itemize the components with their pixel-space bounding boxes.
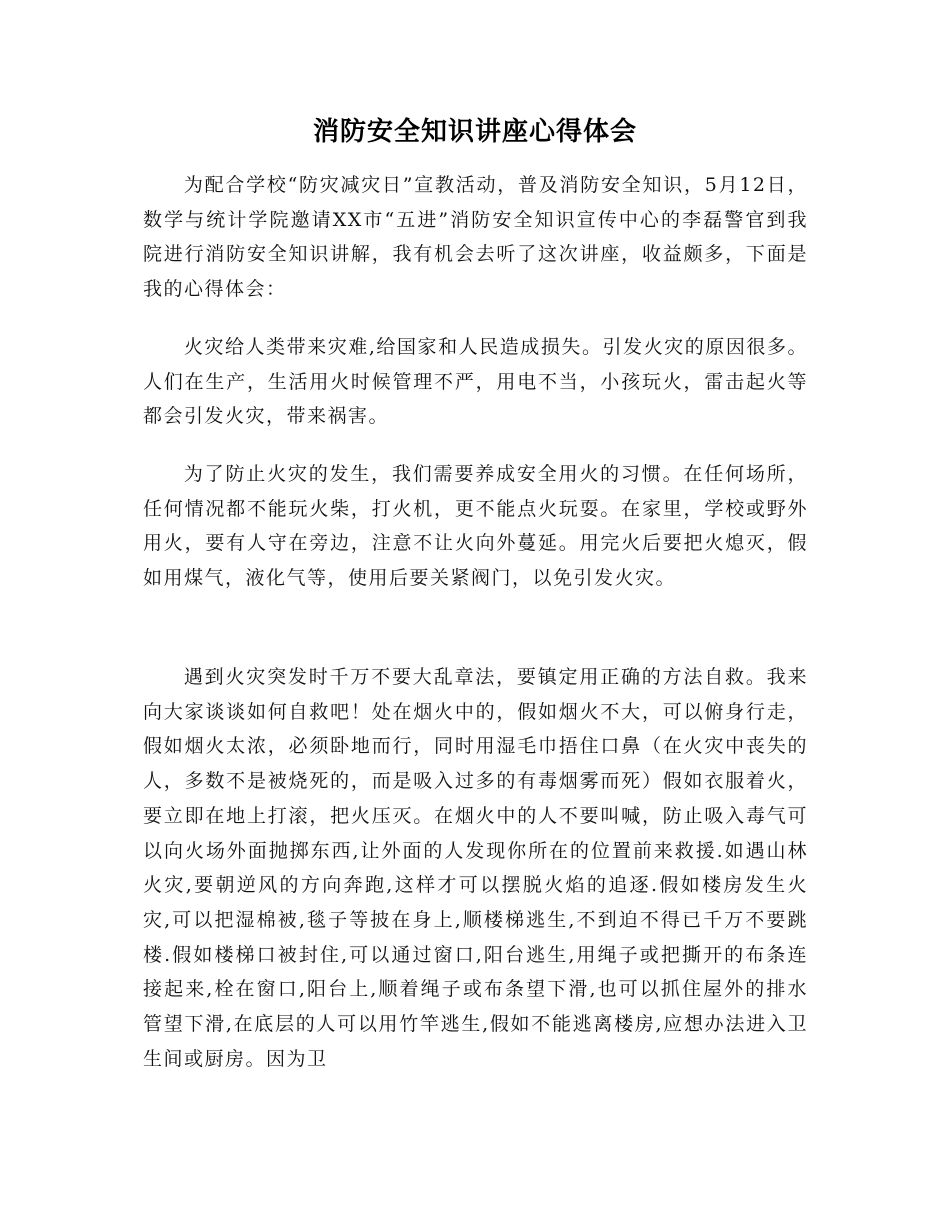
paragraph-3: 为了防止火灾的发生，我们需要养成安全用火的习惯。在任何场所，任何情况都不能玩火柴，打火机，更不能点火玩耍。在家里，学校或野外用火，要有人守在旁边，注意不让火向外蔓延。用完火后要把火熄灭，假如用煤气，液化气等，使用后要关紧阀门，以免引发火灾。 xyxy=(143,463,808,590)
paragraph-block xyxy=(143,330,808,434)
document-title: 消防安全知识讲座心得体会 xyxy=(312,117,637,147)
paragraph-block xyxy=(143,660,808,1076)
paragraph-2: 火灾给人类带来灾难,给国家和人民造成损失。引发火灾的原因很多。人们在生产，生活用火时候管理不严，用电不当，小孩玩火，雷击起火等都会引发火灾，带来祸害。 xyxy=(143,336,808,428)
paragraph-1: 为配合学校“防灾减灾日”宣教活动，普及消防安全知识，5月12日，数学与统计学院邀请XX市“五进”消防安全知识宣传中心的李磊警官到我院进行消防安全知识讲解，我有机会去听了这次讲座，收益颇多，下面是我的心得体会： xyxy=(143,174,808,301)
paragraph-block xyxy=(143,457,808,596)
paragraph-block xyxy=(143,168,808,307)
paragraph-4: 遇到火灾突发时千万不要大乱章法，要镇定用正确的方法自救。我来向大家谈谈如何自救吧！处在烟火中的，假如烟火不大，可以俯身行走，假如烟火太浓，必须卧地而行，同时用湿毛巾捂住口鼻（在火灾中丧失的人，多数不是被烧死的，而是吸入过多的有毒烟雾而死）假如衣服着火，要立即在地上打滚，把火压灭。在烟火中的人不要叫喊，防止吸入毒气可以向火场外面抛掷东西,让外面的人发现你所在的位置前来救援.如遇山林火灾,要朝逆风的方向奔跑,这样才可以摆脱火焰的追逐.假如楼房发生火灾,可以把湿棉被,毯子等披在身上,顺楼梯逃生,不到迫不得已千万不要跳楼.假如楼梯口被封住,可以通过窗口,阳台逃生,用绳子或把撕开的布条连接起来,栓在窗口,阳台上,顺着绳子或布条望下滑,也可以抓住屋外的排水管望下滑,在底层的人可以用竹竿逃生,假如不能逃离楼房,应想办法进入卫生间或厨房。因为卫 xyxy=(143,666,808,1070)
